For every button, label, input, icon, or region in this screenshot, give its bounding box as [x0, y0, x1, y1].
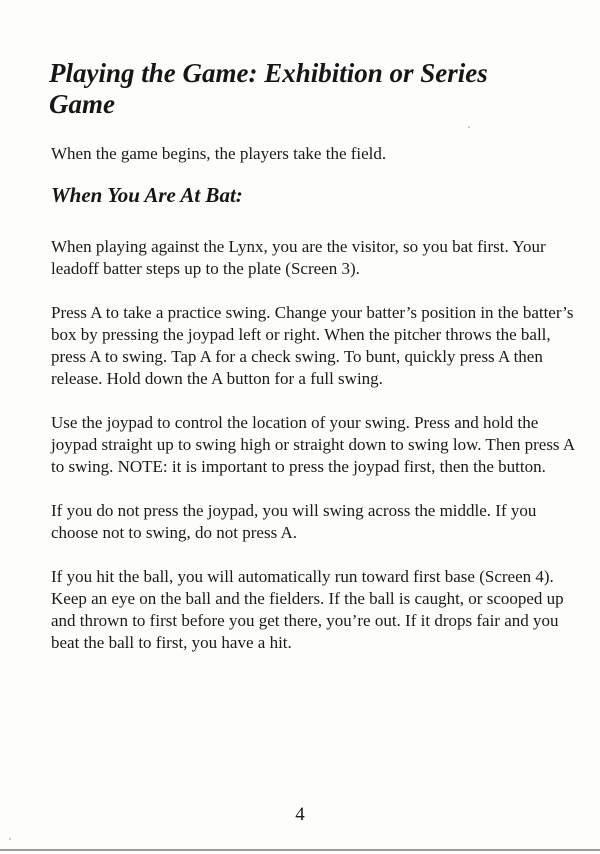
paragraph-running: If you hit the ball, you will automatically run toward first base (Screen 4). Keep an eye on the ball and the fielders. If the ball is caught, or scooped up and thrown to first before you get there, you’re out. If it drops fair and you beat the ball to first, you have a hit. — [51, 567, 564, 652]
paragraph-swing-controls: Press A to take a practice swing. Change your batter’s position in the batter’s box by pressing the joypad left or right. When the pitcher throws the ball, press A to swing. Tap A for a check swing. To bunt, quickly press A then release. Hold down the A button for a full swing. — [51, 303, 574, 388]
paragraph-no-swing: If you do not press the joypad, you will swing across the middle. If you choose not to swing, do not press A. — [51, 501, 537, 542]
scan-speck — [9, 838, 11, 840]
paragraph-swing-location: Use the joypad to control the location of your swing. Press and hold the joypad straight up to swing high or straight down to swing low. Then press A to swing. NOTE: it is important to press the joypad first, then the button. — [51, 413, 575, 476]
intro-paragraph: When the game begins, the players take the field. — [51, 144, 387, 163]
page-number: 4 — [295, 804, 305, 825]
page-title: Playing the Game: Exhibition or Series Game — [49, 58, 488, 119]
section-heading: When You Are At Bat: — [51, 183, 243, 207]
scan-speck — [468, 126, 470, 128]
page-content — [49, 58, 579, 654]
scan-bottom-edge — [0, 849, 600, 851]
paragraph-batting-order: When playing against the Lynx, you are the visitor, so you bat first. Your leadoff batter steps up to the plate (Screen 3). — [51, 237, 546, 278]
